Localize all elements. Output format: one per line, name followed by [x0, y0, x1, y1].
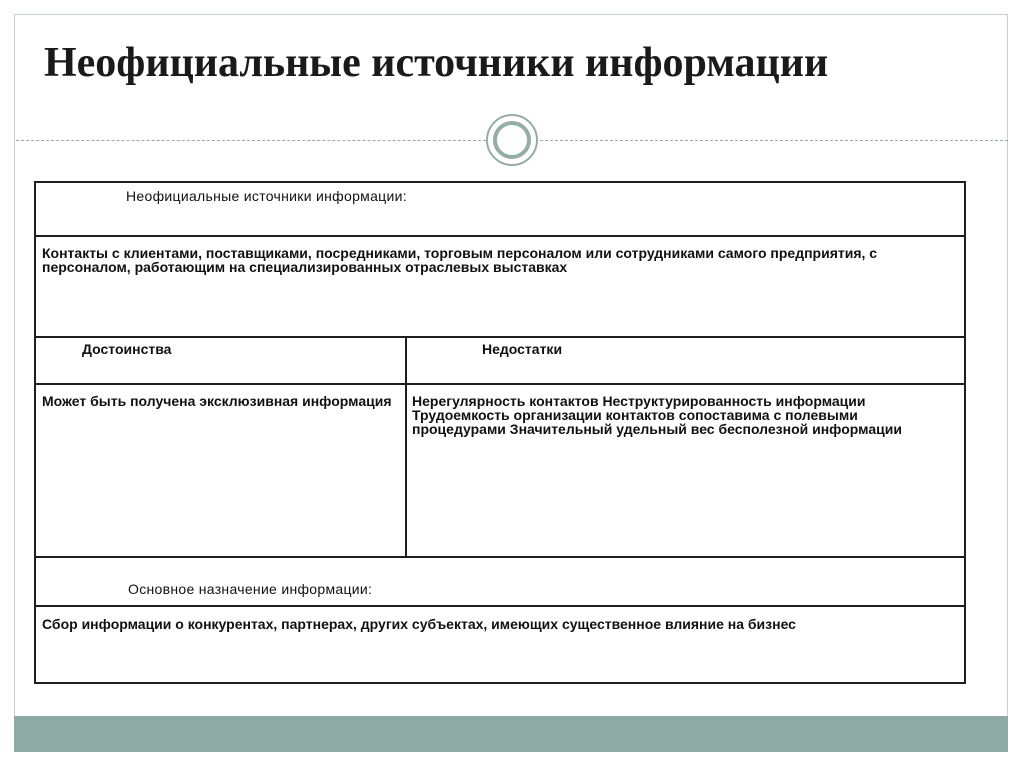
disadvantages-cell	[407, 385, 964, 556]
advantages-label: Достоинства	[82, 341, 172, 357]
slide-title: Неофициальные источники информации	[44, 40, 829, 86]
purpose-label: Основное назначение информации:	[128, 581, 373, 597]
advantages-cell	[36, 385, 407, 556]
info-table	[34, 181, 966, 684]
table-header-row	[36, 183, 964, 237]
contacts-row	[36, 237, 964, 338]
purpose-row	[36, 607, 964, 682]
advantages-text: Может быть получена эксклюзивная информация	[42, 393, 392, 409]
pros-cons-header-row	[36, 338, 964, 385]
table-header: Неофициальные источники информации:	[126, 188, 407, 204]
disadvantages-label: Недостатки	[482, 341, 563, 357]
circle-ornament-icon	[486, 114, 538, 166]
purpose-text: Сбор информации о конкурентах, партнерах, других субъектах, имеющих существенное влияние на бизнес	[42, 616, 796, 632]
circle-ornament-inner	[493, 121, 531, 159]
purpose-header-row	[36, 558, 964, 607]
disadvantages-text: Нерегулярность контактов Неструктурированность информации Трудоемкость организации контактов сопоставима с полевыми процедурами Значительный удельный вес бесполезной информации	[412, 393, 902, 437]
title-divider-left	[16, 140, 486, 141]
advantages-header-cell	[36, 338, 407, 383]
pros-cons-row	[36, 385, 964, 558]
disadvantages-header-cell	[407, 338, 964, 383]
contacts-text: Контакты с клиентами, поставщиками, посредниками, торговым персоналом или сотрудниками самого предприятия, с персоналом, работающим на специализированных отраслевых выставках	[42, 245, 878, 275]
title-divider-right	[540, 140, 1008, 141]
footer-bar	[14, 716, 1008, 752]
